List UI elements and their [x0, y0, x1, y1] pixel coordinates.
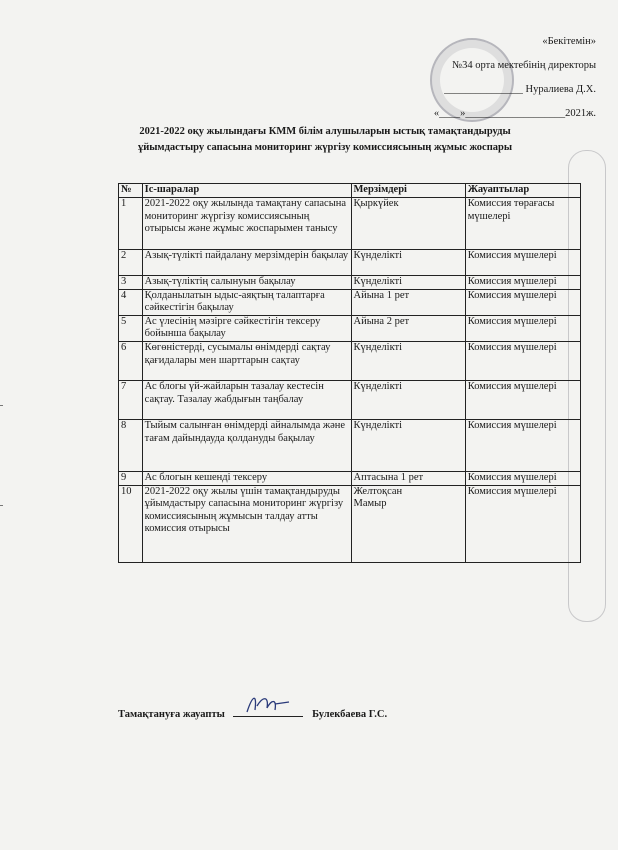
- cell-number: 2: [119, 250, 143, 276]
- table-row: [119, 471, 581, 485]
- table-header-row: [119, 184, 581, 198]
- cell-deadline: Айына 1 рет: [351, 289, 465, 315]
- cell-responsible: Комиссия мүшелері: [465, 250, 580, 276]
- approval-director-title: №34 орта мектебінің директоры: [452, 60, 596, 71]
- table-row: [119, 419, 581, 471]
- table-body: [119, 198, 581, 563]
- cell-deadline: Күнделікті: [351, 380, 465, 419]
- cell-responsible: Комиссия мүшелері: [465, 380, 580, 419]
- table-row: [119, 485, 581, 562]
- responsible-name: Булекбаева Г.С.: [312, 709, 388, 720]
- table-row: [119, 289, 581, 315]
- header-number: №: [119, 184, 143, 198]
- cell-activity: Тыйым салынған өнімдерді айналымда және тағам дайындауда қолдануды бақылау: [142, 419, 351, 471]
- cell-activity: Ас үлесінің мәзірге сәйкестігін тексеру бойынша бақылау: [142, 315, 351, 341]
- cell-activity: Қолданылатын ыдыс-аяқтың талаптарға сәйкестігін бақылау: [142, 289, 351, 315]
- table-row: [119, 198, 581, 250]
- cell-responsible: Комиссия мүшелері: [465, 471, 580, 485]
- work-plan-table: [118, 183, 581, 563]
- cell-number: 9: [119, 471, 143, 485]
- cell-activity: 2021-2022 оқу жылы үшін тамақтандыруды ұйымдастыру сапасына мониторинг жүргізу комиссиясының жұмысын талдау атты комиссия отырысы: [142, 485, 351, 562]
- cell-responsible: Комиссия мүшелері: [465, 276, 580, 290]
- header-activities: Іс-шаралар: [142, 184, 351, 198]
- cell-responsible: Комиссия төрағасы мүшелері: [465, 198, 580, 250]
- cell-deadline: Аптасына 1 рет: [351, 471, 465, 485]
- cell-activity: Азық-түліктің салынуын бақылау: [142, 276, 351, 290]
- approval-block: [386, 30, 596, 126]
- cell-responsible: Комиссия мүшелері: [465, 341, 580, 380]
- table-row: [119, 250, 581, 276]
- cell-number: 3: [119, 276, 143, 290]
- table-row: [119, 276, 581, 290]
- approval-director-signature-line: _______________ Нуралиева Д.Х.: [444, 84, 596, 95]
- document-title: [90, 124, 560, 156]
- cell-deadline: Күнделікті: [351, 341, 465, 380]
- cell-responsible: Комиссия мүшелері: [465, 419, 580, 471]
- cell-activity: Азық-түлікті пайдалану мерзімдерін бақылау: [142, 250, 351, 276]
- margin-mark: [0, 505, 3, 506]
- approval-heading: «Бекітемін»: [542, 36, 596, 47]
- title-line-1: 2021-2022 оқу жылындағы КММ білім алушыларын ыстық тамақтандыруды: [139, 126, 511, 137]
- cell-activity: Ас блогы үй-жайларын тазалау кестесін сақтау. Тазалау жабдығын таңбалау: [142, 380, 351, 419]
- margin-mark: [0, 405, 3, 406]
- cell-responsible: Комиссия мүшелері: [465, 485, 580, 562]
- cell-deadline: Күнделікті: [351, 276, 465, 290]
- table-row: [119, 341, 581, 380]
- cell-responsible: Комиссия мүшелері: [465, 289, 580, 315]
- cell-responsible: Комиссия мүшелері: [465, 315, 580, 341]
- cell-number: 4: [119, 289, 143, 315]
- cell-number: 8: [119, 419, 143, 471]
- responsible-signature-block: [118, 706, 558, 720]
- cell-activity: Ас блогын кешенді тексеру: [142, 471, 351, 485]
- cell-deadline: Айына 2 рет: [351, 315, 465, 341]
- handwritten-signature: [243, 692, 293, 716]
- header-responsible: Жауаптылар: [465, 184, 580, 198]
- cell-activity: Көгөністерді, сусымалы өнімдерді сақтау қағидалары мен шарттарын сақтау: [142, 341, 351, 380]
- cell-deadline: Желтоқсан Мамыр: [351, 485, 465, 562]
- signature-line: [233, 706, 303, 717]
- table-row: [119, 315, 581, 341]
- cell-number: 5: [119, 315, 143, 341]
- cell-number: 7: [119, 380, 143, 419]
- cell-activity: 2021-2022 оқу жылында тамақтану сапасына мониторинг жүргізу комиссиясының отырысы және жұмыс жоспарымен танысу: [142, 198, 351, 250]
- title-line-2: ұйымдастыру сапасына мониторинг жүргізу комиссиясының жұмыс жоспары: [137, 142, 513, 153]
- header-deadlines: Мерзімдері: [351, 184, 465, 198]
- cell-deadline: Күнделікті: [351, 419, 465, 471]
- cell-number: 1: [119, 198, 143, 250]
- cell-number: 6: [119, 341, 143, 380]
- cell-deadline: Күнделікті: [351, 250, 465, 276]
- responsible-role: Тамақтануға жауапты: [118, 709, 225, 720]
- cell-deadline: Қыркүйек: [351, 198, 465, 250]
- cell-number: 10: [119, 485, 143, 562]
- table-row: [119, 380, 581, 419]
- approval-date-line: «____»___________________2021ж.: [433, 108, 596, 119]
